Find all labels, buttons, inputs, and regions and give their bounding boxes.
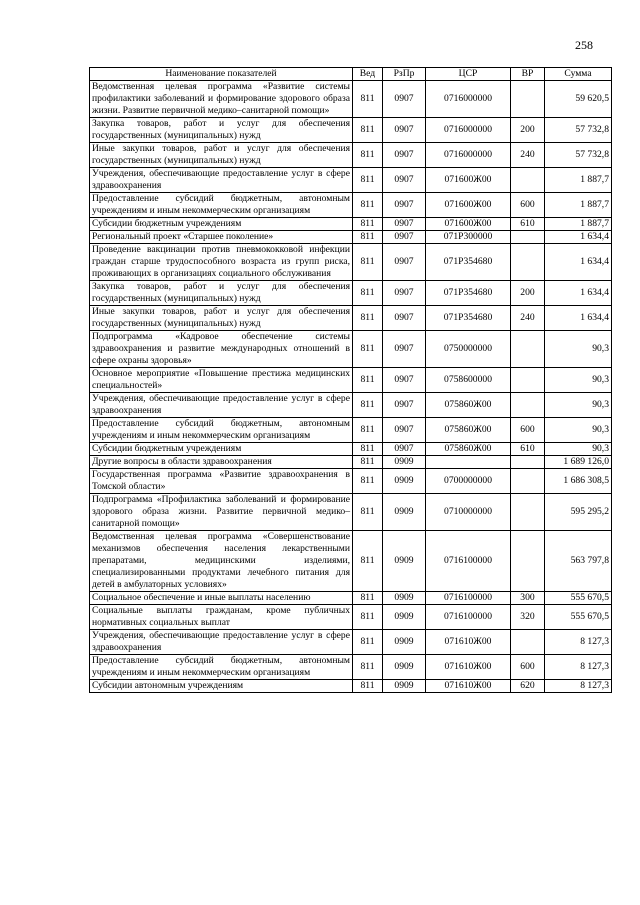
cell-rzpr: 0907 bbox=[383, 231, 426, 244]
cell-vr: 320 bbox=[511, 605, 545, 630]
cell-name: Субсидии бюджетным учреждениям bbox=[90, 218, 353, 231]
cell-vr bbox=[511, 469, 545, 494]
table-row bbox=[90, 281, 612, 306]
table-row bbox=[90, 331, 612, 368]
cell-ved: 811 bbox=[353, 143, 383, 168]
cell-csr: 071600Ж00 bbox=[426, 168, 511, 193]
cell-vr: 200 bbox=[511, 118, 545, 143]
cell-name: Закупка товаров, работ и услуг для обеспечения государственных (муниципальных) нужд bbox=[90, 281, 353, 306]
cell-rzpr: 0909 bbox=[383, 531, 426, 592]
cell-name: Закупка товаров, работ и услуг для обеспечения государственных (муниципальных) нужд bbox=[90, 118, 353, 143]
cell-vr bbox=[511, 456, 545, 469]
cell-rzpr: 0907 bbox=[383, 393, 426, 418]
cell-ved: 811 bbox=[353, 494, 383, 531]
cell-ved: 811 bbox=[353, 118, 383, 143]
cell-name: Основное мероприятие «Повышение престижа медицинских специальностей» bbox=[90, 368, 353, 393]
cell-name: Иные закупки товаров, работ и услуг для обеспечения государственных (муниципальных) нужд bbox=[90, 306, 353, 331]
cell-csr: 0716100000 bbox=[426, 605, 511, 630]
cell-vr: 600 bbox=[511, 193, 545, 218]
cell-name: Учреждения, обеспечивающие предоставление услуг в сфере здравоохранения bbox=[90, 168, 353, 193]
cell-vr bbox=[511, 81, 545, 118]
cell-name: Государственная программа «Развитие здравоохранения в Томской области» bbox=[90, 469, 353, 494]
table-row bbox=[90, 605, 612, 630]
cell-name: Социальные выплаты гражданам, кроме публичных нормативных социальных выплат bbox=[90, 605, 353, 630]
cell-ved: 811 bbox=[353, 531, 383, 592]
cell-csr: 071600Ж00 bbox=[426, 193, 511, 218]
header-name: Наименование показателей bbox=[90, 68, 353, 81]
budget-table bbox=[89, 67, 612, 693]
cell-ved: 811 bbox=[353, 592, 383, 605]
cell-csr: 071P354680 bbox=[426, 306, 511, 331]
cell-ved: 811 bbox=[353, 469, 383, 494]
cell-name: Ведомственная целевая программа «Развитие системы профилактики заболеваний и формирование здорового образа жизни. Развитие первичной медико–санитарной помощи» bbox=[90, 81, 353, 118]
cell-csr: 071600Ж00 bbox=[426, 218, 511, 231]
cell-rzpr: 0907 bbox=[383, 168, 426, 193]
header-rzpr: РзПр bbox=[383, 68, 426, 81]
cell-sum: 90,3 bbox=[545, 393, 612, 418]
table-row bbox=[90, 592, 612, 605]
cell-vr: 600 bbox=[511, 418, 545, 443]
cell-vr: 610 bbox=[511, 443, 545, 456]
cell-rzpr: 0909 bbox=[383, 469, 426, 494]
cell-rzpr: 0909 bbox=[383, 630, 426, 655]
cell-name: Предоставление субсидий бюджетным, автономным учреждениям и иным некоммерческим организациям bbox=[90, 418, 353, 443]
table-row bbox=[90, 81, 612, 118]
cell-rzpr: 0909 bbox=[383, 680, 426, 693]
cell-csr bbox=[426, 456, 511, 469]
cell-vr bbox=[511, 231, 545, 244]
cell-name: Другие вопросы в области здравоохранения bbox=[90, 456, 353, 469]
cell-vr: 200 bbox=[511, 281, 545, 306]
cell-csr: 0716100000 bbox=[426, 531, 511, 592]
cell-ved: 811 bbox=[353, 443, 383, 456]
cell-vr: 610 bbox=[511, 218, 545, 231]
cell-vr: 620 bbox=[511, 680, 545, 693]
cell-csr: 071610Ж00 bbox=[426, 680, 511, 693]
cell-csr: 071P354680 bbox=[426, 281, 511, 306]
cell-csr: 0700000000 bbox=[426, 469, 511, 494]
cell-sum: 90,3 bbox=[545, 443, 612, 456]
cell-csr: 071610Ж00 bbox=[426, 630, 511, 655]
cell-sum: 8 127,3 bbox=[545, 655, 612, 680]
cell-name: Субсидии бюджетным учреждениям bbox=[90, 443, 353, 456]
cell-rzpr: 0907 bbox=[383, 81, 426, 118]
cell-rzpr: 0907 bbox=[383, 281, 426, 306]
cell-ved: 811 bbox=[353, 168, 383, 193]
cell-sum: 1 689 126,0 bbox=[545, 456, 612, 469]
header-csr: ЦСР bbox=[426, 68, 511, 81]
cell-ved: 811 bbox=[353, 655, 383, 680]
cell-sum: 1 634,4 bbox=[545, 231, 612, 244]
cell-rzpr: 0907 bbox=[383, 218, 426, 231]
table-header-row bbox=[90, 68, 612, 81]
cell-sum: 90,3 bbox=[545, 368, 612, 393]
cell-csr: 0716000000 bbox=[426, 143, 511, 168]
cell-sum: 563 797,8 bbox=[545, 531, 612, 592]
cell-ved: 811 bbox=[353, 306, 383, 331]
cell-ved: 811 bbox=[353, 193, 383, 218]
cell-csr: 0716000000 bbox=[426, 81, 511, 118]
cell-sum: 1 887,7 bbox=[545, 193, 612, 218]
cell-vr: 600 bbox=[511, 655, 545, 680]
table-row bbox=[90, 456, 612, 469]
header-sum: Сумма bbox=[545, 68, 612, 81]
cell-name: Региональный проект «Старшее поколение» bbox=[90, 231, 353, 244]
cell-csr: 075860Ж00 bbox=[426, 418, 511, 443]
cell-sum: 90,3 bbox=[545, 418, 612, 443]
cell-ved: 811 bbox=[353, 281, 383, 306]
cell-vr bbox=[511, 630, 545, 655]
cell-csr: 0758600000 bbox=[426, 368, 511, 393]
cell-rzpr: 0909 bbox=[383, 655, 426, 680]
cell-rzpr: 0909 bbox=[383, 592, 426, 605]
cell-ved: 811 bbox=[353, 680, 383, 693]
cell-name: Подпрограмма «Кадровое обеспечение системы здравоохранения и развитие международных отношений в сфере охраны здоровья» bbox=[90, 331, 353, 368]
table-row bbox=[90, 630, 612, 655]
cell-csr: 071P354680 bbox=[426, 244, 511, 281]
header-vr: ВР bbox=[511, 68, 545, 81]
cell-name: Предоставление субсидий бюджетным, автономным учреждениям и иным некоммерческим организациям bbox=[90, 193, 353, 218]
cell-ved: 811 bbox=[353, 393, 383, 418]
cell-vr bbox=[511, 368, 545, 393]
cell-name: Проведение вакцинации против пневмококковой инфекции граждан старше трудоспособного возраста из групп риска, проживающих в организациях социального обслуживания bbox=[90, 244, 353, 281]
table-row bbox=[90, 531, 612, 592]
cell-name: Субсидии автономным учреждениям bbox=[90, 680, 353, 693]
cell-sum: 555 670,5 bbox=[545, 605, 612, 630]
cell-rzpr: 0907 bbox=[383, 244, 426, 281]
cell-sum: 595 295,2 bbox=[545, 494, 612, 531]
cell-rzpr: 0909 bbox=[383, 494, 426, 531]
table-body bbox=[90, 81, 612, 693]
cell-sum: 1 634,4 bbox=[545, 244, 612, 281]
cell-vr bbox=[511, 168, 545, 193]
table-row bbox=[90, 680, 612, 693]
cell-ved: 811 bbox=[353, 368, 383, 393]
cell-vr: 240 bbox=[511, 143, 545, 168]
cell-sum: 59 620,5 bbox=[545, 81, 612, 118]
cell-sum: 1 634,4 bbox=[545, 281, 612, 306]
cell-ved: 811 bbox=[353, 605, 383, 630]
cell-sum: 1 686 308,5 bbox=[545, 469, 612, 494]
cell-ved: 811 bbox=[353, 456, 383, 469]
cell-name: Предоставление субсидий бюджетным, автономным учреждениям и иным некоммерческим организациям bbox=[90, 655, 353, 680]
cell-vr: 300 bbox=[511, 592, 545, 605]
cell-csr: 0716100000 bbox=[426, 592, 511, 605]
cell-rzpr: 0907 bbox=[383, 331, 426, 368]
cell-sum: 1 887,7 bbox=[545, 218, 612, 231]
cell-ved: 811 bbox=[353, 81, 383, 118]
table-row bbox=[90, 306, 612, 331]
table-row bbox=[90, 469, 612, 494]
cell-name: Ведомственная целевая программа «Совершенствование механизмов обеспечения населения лекарственными препаратами, медицинскими изделиями, специализированными продуктами лечебного питания для детей в амбулаторных условиях» bbox=[90, 531, 353, 592]
table-row bbox=[90, 368, 612, 393]
table-row bbox=[90, 443, 612, 456]
cell-rzpr: 0909 bbox=[383, 605, 426, 630]
page-number: 258 bbox=[575, 38, 593, 52]
cell-sum: 57 732,8 bbox=[545, 118, 612, 143]
cell-ved: 811 bbox=[353, 630, 383, 655]
cell-vr bbox=[511, 393, 545, 418]
cell-ved: 811 bbox=[353, 231, 383, 244]
cell-csr: 0710000000 bbox=[426, 494, 511, 531]
cell-csr: 071610Ж00 bbox=[426, 655, 511, 680]
cell-sum: 8 127,3 bbox=[545, 630, 612, 655]
cell-csr: 071P300000 bbox=[426, 231, 511, 244]
table-row bbox=[90, 418, 612, 443]
table-row bbox=[90, 655, 612, 680]
cell-vr: 240 bbox=[511, 306, 545, 331]
cell-sum: 1 634,4 bbox=[545, 306, 612, 331]
cell-name: Подпрограмма «Профилактика заболеваний и формирование здорового образа жизни. Развитие первичной медико–санитарной помощи» bbox=[90, 494, 353, 531]
table-row bbox=[90, 193, 612, 218]
cell-rzpr: 0909 bbox=[383, 456, 426, 469]
cell-name: Иные закупки товаров, работ и услуг для обеспечения государственных (муниципальных) нужд bbox=[90, 143, 353, 168]
cell-rzpr: 0907 bbox=[383, 368, 426, 393]
cell-rzpr: 0907 bbox=[383, 443, 426, 456]
table-row bbox=[90, 494, 612, 531]
cell-rzpr: 0907 bbox=[383, 418, 426, 443]
cell-name: Учреждения, обеспечивающие предоставление услуг в сфере здравоохранения bbox=[90, 630, 353, 655]
cell-rzpr: 0907 bbox=[383, 118, 426, 143]
table-row bbox=[90, 143, 612, 168]
cell-sum: 90,3 bbox=[545, 331, 612, 368]
cell-rzpr: 0907 bbox=[383, 306, 426, 331]
cell-vr bbox=[511, 244, 545, 281]
cell-csr: 0750000000 bbox=[426, 331, 511, 368]
cell-ved: 811 bbox=[353, 331, 383, 368]
cell-csr: 0716000000 bbox=[426, 118, 511, 143]
cell-rzpr: 0907 bbox=[383, 193, 426, 218]
table-row bbox=[90, 218, 612, 231]
table-row bbox=[90, 168, 612, 193]
cell-vr bbox=[511, 331, 545, 368]
cell-csr: 075860Ж00 bbox=[426, 443, 511, 456]
cell-sum: 1 887,7 bbox=[545, 168, 612, 193]
cell-rzpr: 0907 bbox=[383, 143, 426, 168]
cell-vr bbox=[511, 531, 545, 592]
cell-ved: 811 bbox=[353, 418, 383, 443]
cell-sum: 555 670,5 bbox=[545, 592, 612, 605]
cell-name: Учреждения, обеспечивающие предоставление услуг в сфере здравоохранения bbox=[90, 393, 353, 418]
table-row bbox=[90, 244, 612, 281]
cell-vr bbox=[511, 494, 545, 531]
table-row bbox=[90, 231, 612, 244]
cell-ved: 811 bbox=[353, 218, 383, 231]
cell-sum: 57 732,8 bbox=[545, 143, 612, 168]
cell-sum: 8 127,3 bbox=[545, 680, 612, 693]
table-row bbox=[90, 118, 612, 143]
header-ved: Вед bbox=[353, 68, 383, 81]
cell-csr: 075860Ж00 bbox=[426, 393, 511, 418]
cell-ved: 811 bbox=[353, 244, 383, 281]
cell-name: Социальное обеспечение и иные выплаты населению bbox=[90, 592, 353, 605]
table-row bbox=[90, 393, 612, 418]
